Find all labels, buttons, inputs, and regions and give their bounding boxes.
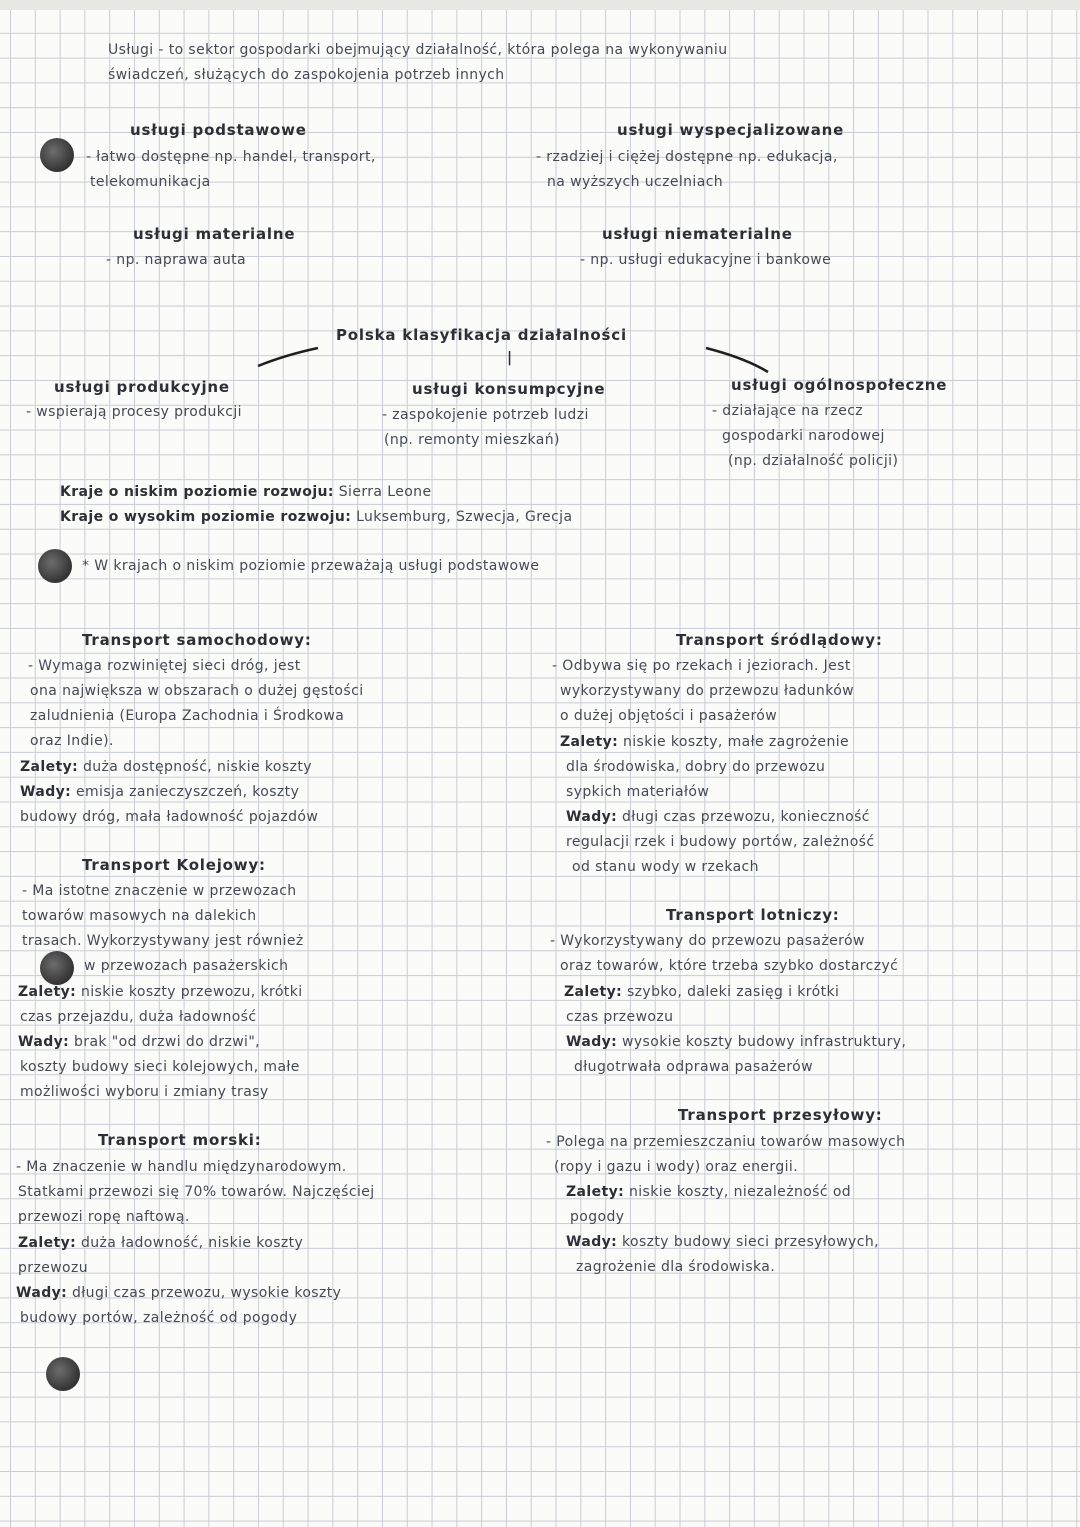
basic-services-title: usługi podstawowe — [130, 121, 307, 139]
inland-disadvantages-text: długi czas przewozu, konieczność — [622, 809, 870, 825]
air-advantages-text: szybko, daleki zasięg i krótki — [626, 984, 840, 1000]
pipeline-advantages — [566, 1180, 851, 1205]
air-line-1: - Wykorzystywany do przewozu pasażerów — [550, 933, 865, 949]
road-disadvantages-label: Wady: — [20, 784, 72, 800]
low-development-row — [60, 480, 431, 505]
high-development-value: Luksemburg, Szwecja, Grecja — [356, 509, 573, 525]
rail-disadvantages-text: brak "od drzwi do drzwi", — [74, 1034, 261, 1050]
pipeline-line-1: - Polega na przemieszczaniu towarów masowych — [546, 1134, 906, 1150]
inland-line-3: o dużej objętości i pasażerów — [560, 708, 778, 724]
air-disadvantages-label: Wady: — [566, 1034, 618, 1050]
public-services-line-2: gospodarki narodowej — [722, 428, 885, 444]
sea-disadvantages — [16, 1281, 341, 1306]
rail-line-2: towarów masowych na dalekich — [22, 908, 257, 924]
rail-line-1: - Ma istotne znaczenie w przewozach — [22, 883, 297, 899]
rail-advantages — [18, 980, 303, 1005]
road-transport-title: Transport samochodowy: — [82, 631, 312, 649]
consumer-services-title: usługi konsumpcyjne — [412, 380, 606, 398]
air-advantages — [564, 980, 839, 1005]
rail-disadvantages — [18, 1030, 260, 1055]
low-development-value: Sierra Leone — [338, 484, 432, 500]
material-services-line-1: - np. naprawa auta — [106, 252, 247, 268]
high-development-label: Kraje o wysokim poziomie rozwoju: — [60, 509, 352, 525]
classification-title: Polska klasyfikacja działalności — [336, 326, 627, 344]
air-advantages-label: Zalety: — [564, 984, 623, 1000]
production-services-line-1: - wspierają procesy produkcji — [26, 404, 242, 420]
basic-services-line-1: - łatwo dostępne np. handel, transport, — [86, 149, 376, 165]
pipeline-line-2: (ropy i gazu i wody) oraz energii. — [554, 1159, 799, 1175]
definition-line-2: świadczeń, służących do zaspokojenia potrzeb innych — [108, 67, 505, 83]
road-advantages — [20, 755, 312, 780]
sea-disadvantages-text: długi czas przewozu, wysokie koszty — [72, 1285, 342, 1301]
public-services-line-1: - działające na rzecz — [712, 403, 864, 419]
consumer-services-line-1: - zaspokojenie potrzeb ludzi — [382, 407, 589, 423]
countries-note: * W krajach o niskim poziomie przeważają usługi podstawowe — [82, 558, 540, 574]
rail-transport-title: Transport Kolejowy: — [82, 856, 266, 874]
specialized-services-line-2: na wyższych uczelniach — [547, 174, 724, 190]
inland-advantages-line-2: dla środowiska, dobry do przewozu — [566, 759, 826, 775]
road-advantages-text: duża dostępność, niskie koszty — [82, 759, 312, 775]
inland-disadvantages-label: Wady: — [566, 809, 618, 825]
air-disadvantages-text: wysokie koszty budowy infrastruktury, — [622, 1034, 907, 1050]
pipeline-advantages-line-2: pogody — [570, 1209, 625, 1225]
pipeline-advantages-label: Zalety: — [566, 1184, 625, 1200]
inland-disadvantages — [566, 805, 870, 830]
definition-line-1: Usługi - to sektor gospodarki obejmujący działalność, która polega na wykonywaniu — [108, 42, 728, 58]
rail-line-4: w przewozach pasażerskich — [84, 958, 289, 974]
road-line-1: - Wymaga rozwiniętej sieci dróg, jest — [28, 658, 301, 674]
connector-left — [258, 348, 318, 366]
sea-advantages-text: duża ładowność, niskie koszty — [80, 1235, 304, 1251]
road-disadvantages — [20, 780, 299, 805]
sea-transport-title: Transport morski: — [98, 1131, 262, 1149]
public-services-line-3: (np. działalność policji) — [728, 453, 899, 469]
road-disadvantages-text: emisja zanieczyszczeń, koszty — [76, 784, 300, 800]
pipeline-advantages-text: niskie koszty, niezależność od — [628, 1184, 852, 1200]
road-disadvantages-line-2: budowy dróg, mała ładowność pojazdów — [20, 809, 319, 825]
inland-disadvantages-line-3: od stanu wody w rzekach — [572, 859, 759, 875]
rail-disadvantages-label: Wady: — [18, 1034, 70, 1050]
pipeline-disadvantages-text: koszty budowy sieci przesyłowych, — [622, 1234, 879, 1250]
pipeline-disadvantages-label: Wady: — [566, 1234, 618, 1250]
inland-advantages-text: niskie koszty, małe zagrożenie — [622, 734, 850, 750]
air-disadvantages-line-2: długotrwała odprawa pasażerów — [574, 1059, 813, 1075]
air-advantages-line-2: czas przewozu — [566, 1009, 674, 1025]
road-advantages-label: Zalety: — [20, 759, 79, 775]
production-services-title: usługi produkcyjne — [54, 378, 230, 396]
specialized-services-title: usługi wyspecjalizowane — [617, 121, 845, 139]
inland-transport-title: Transport śródlądowy: — [676, 631, 883, 649]
inland-advantages-line-3: sypkich materiałów — [566, 784, 710, 800]
air-transport-title: Transport lotniczy: — [666, 906, 840, 924]
sea-advantages-label: Zalety: — [18, 1235, 77, 1251]
rail-disadvantages-line-2: koszty budowy sieci kolejowych, małe — [20, 1059, 300, 1075]
road-line-4: oraz Indie). — [30, 733, 114, 749]
sea-advantages — [18, 1231, 303, 1256]
inland-advantages-label: Zalety: — [560, 734, 619, 750]
consumer-services-line-2: (np. remonty mieszkań) — [384, 432, 560, 448]
basic-services-line-2: telekomunikacja — [90, 174, 211, 190]
inland-advantages — [560, 730, 849, 755]
rail-disadvantages-line-3: możliwości wyboru i zmiany trasy — [20, 1084, 269, 1100]
immaterial-services-line-1: - np. usługi edukacyjne i bankowe — [580, 252, 832, 268]
high-development-row — [60, 505, 572, 530]
air-line-2: oraz towarów, które trzeba szybko dostarczyć — [560, 958, 899, 974]
sea-line-2: Statkami przewozi się 70% towarów. Najczęściej — [18, 1184, 375, 1200]
material-services-title: usługi materialne — [133, 225, 296, 243]
air-disadvantages — [566, 1030, 906, 1055]
sea-line-1: - Ma znaczenie w handlu międzynarodowym. — [16, 1159, 347, 1175]
road-line-2: ona największa w obszarach o dużej gęstości — [30, 683, 364, 699]
rail-line-3: trasach. Wykorzystywany jest również — [22, 933, 304, 949]
public-services-title: usługi ogólnospołeczne — [731, 376, 948, 394]
pipeline-disadvantages — [566, 1230, 879, 1255]
specialized-services-line-1: - rzadziej i ciężej dostępne np. edukacja, — [536, 149, 838, 165]
low-development-label: Kraje o niskim poziomie rozwoju: — [60, 484, 334, 500]
classification-divider: | — [507, 350, 513, 366]
inland-disadvantages-line-2: regulacji rzek i budowy portów, zależność — [566, 834, 875, 850]
sea-disadvantages-label: Wady: — [16, 1285, 68, 1301]
sea-disadvantages-line-2: budowy portów, zależność od pogody — [20, 1310, 298, 1326]
inland-line-2: wykorzystywany do przewozu ładunków — [560, 683, 855, 699]
inland-line-1: - Odbywa się po rzekach i jeziorach. Jest — [552, 658, 851, 674]
rail-advantages-text: niskie koszty przewozu, krótki — [80, 984, 303, 1000]
road-line-3: zaludnienia (Europa Zachodnia i Środkowa — [30, 708, 345, 724]
sea-line-3: przewozi ropę naftową. — [18, 1209, 190, 1225]
immaterial-services-title: usługi niematerialne — [602, 225, 793, 243]
rail-advantages-label: Zalety: — [18, 984, 77, 1000]
connector-right — [706, 348, 768, 372]
rail-advantages-line-2: czas przejazdu, duża ładowność — [20, 1009, 257, 1025]
pipeline-transport-title: Transport przesyłowy: — [678, 1106, 883, 1124]
pipeline-disadvantages-line-2: zagrożenie dla środowiska. — [576, 1259, 776, 1275]
sea-advantages-line-2: przewozu — [18, 1260, 89, 1276]
